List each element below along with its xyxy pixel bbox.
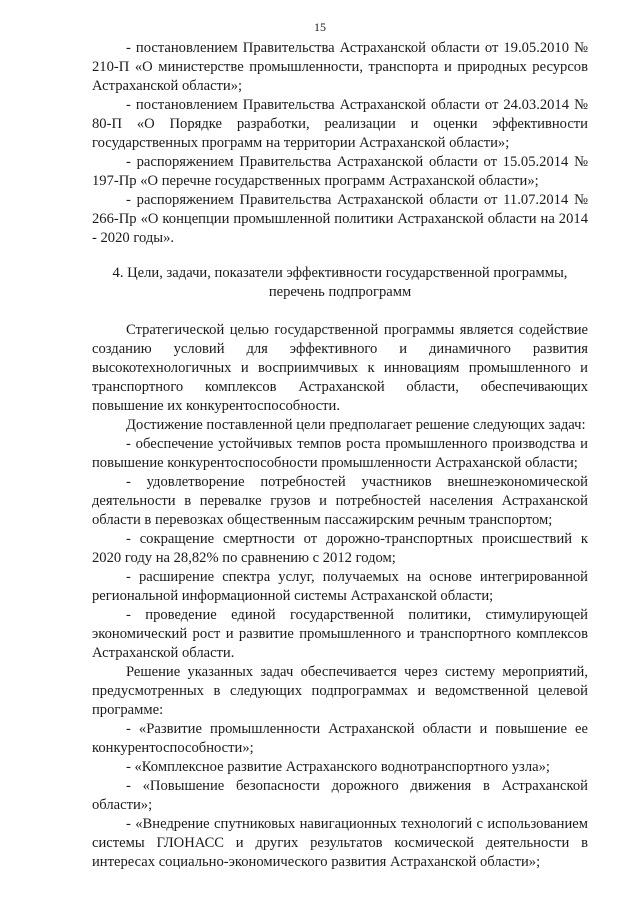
section-heading — [92, 264, 588, 302]
paragraph-goal: Стратегической целью государственной программы является содействие созданию условий для эффективного и динамичного развития высокотехнологичных и восприимчивых к инновациям промышленного и транспортного комплексов Астраханской области, обеспечивающих повышение их конкурентоспособности. — [92, 322, 588, 414]
paragraph-tasks-intro: Достижение поставленной цели предполагает решение следующих задач: — [126, 417, 586, 433]
section-heading-line: 4. Цели, задачи, показатели эффективности государственной программы, — [112, 265, 568, 281]
task-item: - проведение единой государственной политики, стимулирующей экономический рост и развитие промышленного и транспортного комплексов Астраханской области. — [92, 607, 588, 661]
paragraph-programs-intro: Решение указанных задач обеспечивается через систему мероприятий, предусмотренных в следующих подпрограммах и ведомственной целевой программе: — [92, 664, 588, 718]
list-item: - постановлением Правительства Астраханской области от 19.05.2010 № 210-П «О министерстве промышленности, транспорта и природных ресурсов Астраханской области»; — [92, 40, 588, 94]
section-body — [92, 321, 588, 872]
legal-basis-list — [92, 39, 588, 248]
task-item: - сокращение смертности от дорожно-транспортных происшествий к 2020 году на 28,82% по сравнению с 2012 годом; — [92, 531, 588, 566]
section-heading-line: перечень подпрограмм — [268, 284, 412, 300]
program-item: - «Повышение безопасности дорожного движения в Астраханской области»; — [92, 778, 588, 813]
list-item: - постановлением Правительства Астраханской области от 24.03.2014 № 80-П «О Порядке разработки, реализации и оценки эффективности государственных программ на территории Астраханской области»; — [92, 97, 588, 151]
program-item: - «Внедрение спутниковых навигационных технологий с использованием системы ГЛОНАСС и других результатов космической деятельности в интересах социально-экономического развития Астраханской области»; — [92, 816, 588, 870]
program-item: - «Развитие промышленности Астраханской области и повышение ее конкурентоспособности»; — [92, 721, 588, 756]
list-item: - распоряжением Правительства Астраханской области от 15.05.2014 № 197-Пр «О перечне государственных программ Астраханской области»; — [92, 154, 588, 189]
page-number: 15 — [314, 20, 326, 34]
program-item: - «Комплексное развитие Астраханского воднотранспортного узла»; — [126, 759, 550, 775]
list-item: - распоряжением Правительства Астраханской области от 11.07.2014 № 266-Пр «О концепции промышленной политики Астраханской области на 2014 - 2020 годы». — [92, 192, 588, 246]
task-item: - расширение спектра услуг, получаемых на основе интегрированной региональной информационной системы Астраханской области; — [92, 569, 588, 604]
task-item: - обеспечение устойчивых темпов роста промышленного производства и повышение конкурентоспособности промышленности Астраханской области; — [92, 436, 588, 471]
task-item: - удовлетворение потребностей участников внешнеэкономической деятельности в перевалке грузов и потребностей населения Астраханской области в перевозках общественным пассажирским речным транспортом; — [92, 474, 588, 528]
